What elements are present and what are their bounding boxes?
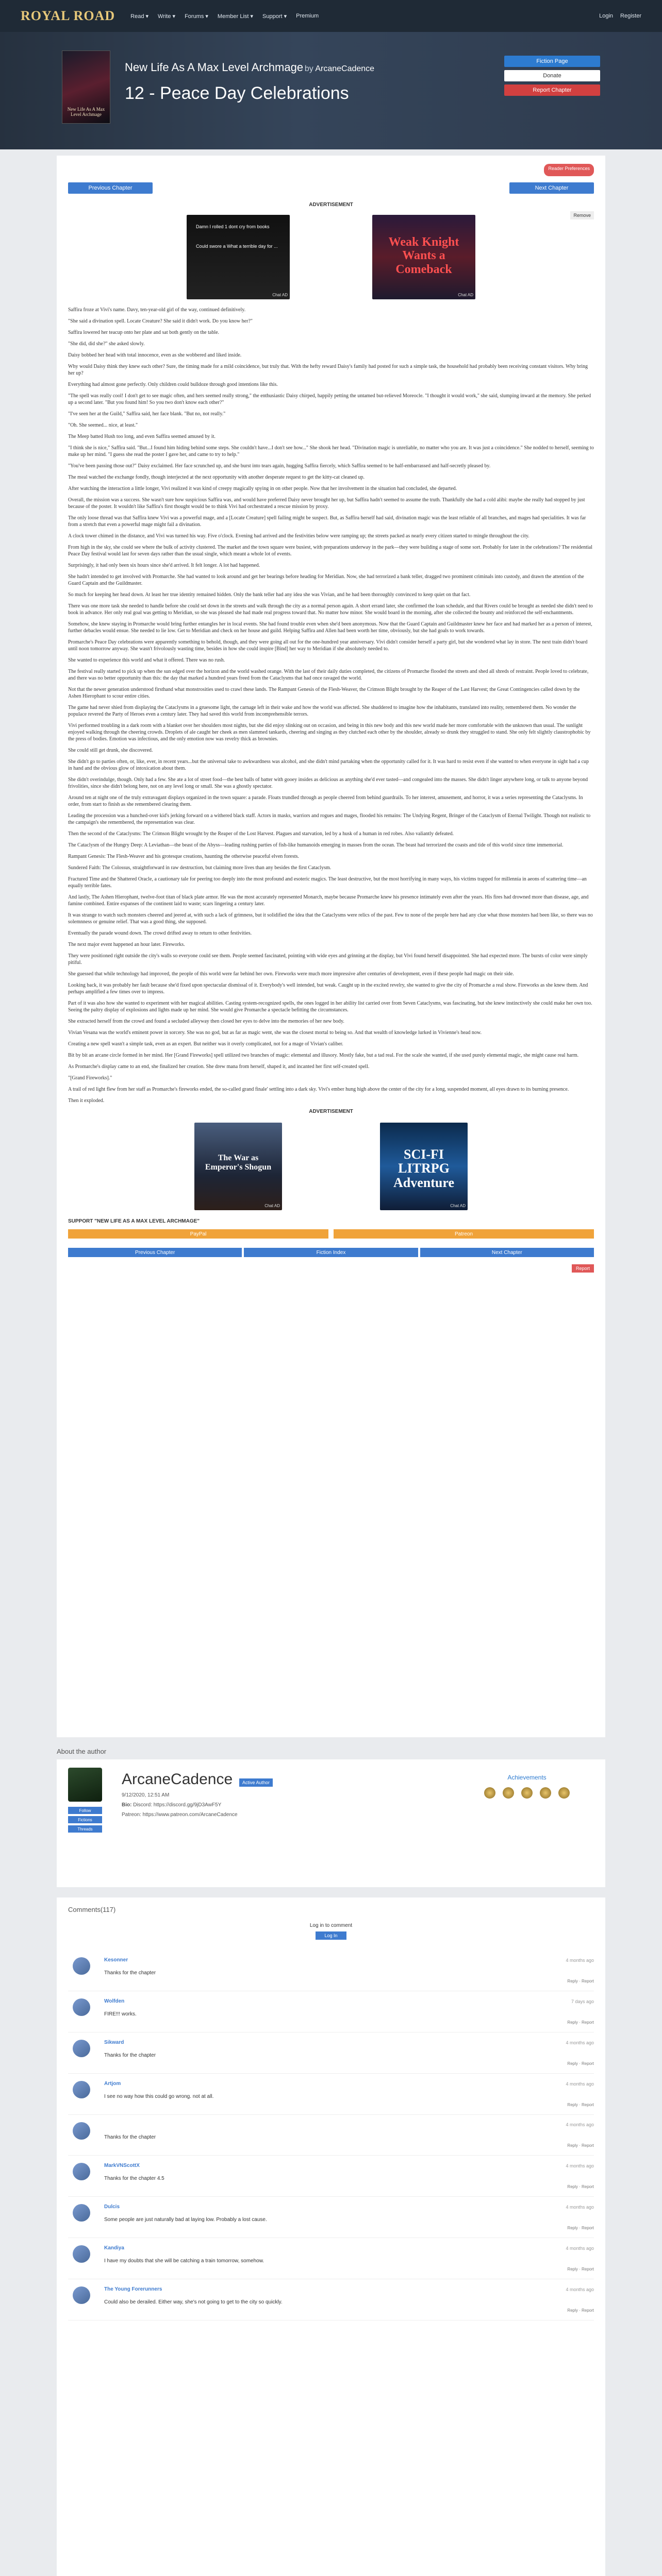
paypal-button[interactable]: PayPal — [68, 1229, 328, 1239]
top-navbar — [0, 0, 662, 32]
chapter-paragraph: Creating a new spell wasn't a simple task, even as an expert. But neither was it overly complicated, not for a mage of Vivian's caliber. — [68, 1041, 343, 1047]
chapter-paragraph: "You've been passing those out?" Daisy exclaimed. Her face scrunched up, and she burst into tears again, hugging Saffira fiercely, which Saffira seemed to be half-embarrassed and half-secretly pleased by. — [68, 463, 491, 469]
report-button[interactable]: Report — [572, 1264, 594, 1273]
cover-title: New Life As A Max Level Archmage — [67, 107, 105, 117]
comment-actions[interactable]: Reply · Report — [567, 2143, 594, 2148]
chapter-paragraph: The meal watched the exchange fondly, though interjected at the next opportunity with another desperate request to get the kitty-cat cleaned up. — [68, 474, 365, 480]
commenter-name[interactable]: Kesonner — [104, 1957, 128, 1963]
chapter-paragraph: Why would Daisy think they knew each other? Sure, the timing made for a mild coincidence, but truly that. With the hefty reward Daisy's family had posted for such a simple task, the household had probably been receiving constant visitors. Why bring her up? — [68, 364, 588, 376]
login-to-comment — [68, 1923, 594, 1940]
comment-actions[interactable]: Reply · Report — [567, 2308, 594, 2313]
previous-chapter-button[interactable]: Previous Chapter — [68, 182, 153, 194]
fiction-index-button[interactable]: Fiction Index — [244, 1248, 418, 1257]
chapter-paragraph: She wanted to experience this world and what it offered. There was no rush. — [68, 657, 225, 663]
chapter-paragraph: It was strange to watch such monsters cheered and jeered at, with such a lack of grimness, but it solidified the idea that the Cataclysms were relics of the past. Few to none of the people here had any clue what those monsters had been like, so there was no solemnness or genuine relief. That was a good thing, she supposed. — [68, 912, 593, 925]
chapter-paragraph: Saffira lowered her teacup onto her plate and sat both gently on the table. — [68, 330, 220, 335]
ad-row-bottom — [68, 1123, 594, 1210]
chapter-paragraph: Looking back, it was probably her fault because she'd fixed upon spectacular dismissal of it. Everybody's well intended, but weak. Caught up in the excited revelry, she wanted to give the city of Promarche a real show. Fireworks as she knew them. And perhaps amplified a few times over to impress. — [68, 982, 588, 995]
ad-banner-1[interactable] — [187, 215, 290, 299]
chapter-paragraph: She guessed that while technology had improved, the people of this world were far behind her own. Fireworks were much more impressive after centuries of development, even if these people had magic on their side. — [68, 971, 514, 977]
achievements-title: Achievements — [507, 1774, 547, 1781]
chapter-paragraph: They were positioned right outside the city's walls so everyone could see them. People seemed fascinated, pointing with wide eyes and grinning at the display, but Vivi found herself disappointed. She had expected more. The bursts of color were simply pitiful. — [68, 953, 588, 965]
comment-time: 4 months ago — [566, 2204, 594, 2210]
comment-item — [68, 2238, 594, 2279]
commenter-avatar[interactable] — [73, 2081, 90, 2098]
comment-time: 4 months ago — [566, 1957, 594, 1963]
commenter-avatar[interactable] — [73, 2122, 90, 2140]
comment-actions[interactable]: Reply · Report — [567, 2267, 594, 2272]
top-chapter-nav — [68, 182, 594, 194]
chapter-paragraph: "She did, did she?" she asked slowly. — [68, 341, 145, 347]
achievement-icon[interactable] — [521, 1787, 533, 1799]
chapter-paragraph: "The spell was really cool! I don't get to see magic often, and hers seemed really strong," the enthusiastic Daisy chirped, happily petting the untamed but-relieved Moreocle. "I thought it would work," she said, slumping inward at the memory. She perked up a second later. "But you found him! So you two don't know each other?" — [68, 393, 591, 405]
register-link[interactable]: Register — [620, 13, 641, 19]
chapter-paragraph: "She said a divination spell. Locate Creature? She said it didn't work. Do you know her?" — [68, 318, 253, 324]
ad-banner-2[interactable] — [372, 215, 475, 299]
nav-forums[interactable]: Forums ▾ — [185, 13, 208, 20]
fiction-author-link[interactable]: ArcaneCadence — [315, 64, 375, 73]
chapter-paragraph: She didn't go to parties often, or, like, ever, in recent years...but the universal take to awkwardness was alcohol, and she didn't mind partaking when the opportunity called for it. It was hard to resist even if she wanted to when everyone in sight had a cup in hand and the obvious glow of intoxication about them. — [68, 759, 589, 771]
author-fictions-button[interactable]: Fictions — [68, 1816, 102, 1823]
comment-text: Thanks for the chapter — [104, 2134, 156, 2140]
chapter-paragraph: Surprisingly, it had only been six hours since she'd arrived. It felt longer. A lot had happened. — [68, 563, 260, 568]
comment-actions[interactable]: Reply · Report — [567, 2020, 594, 2025]
chapter-paragraph: "I think she is nice," Saffira said. "But...I found him hiding behind some steps. She couldn't have...I don't see how..." She shook her head. "Divination magic is unreliable, no matter who you are. It was just a coincidence." She nodded to herself, seeming to make up her mind. "I guess she read the poster I gave her, and came to try to help." — [68, 445, 594, 457]
chapter-paragraph: Promarche's Peace Day celebrations were apparently something to behold, though, and they were going all out for the one-hundred year anniversary. Vivi didn't consider herself a party girl, but she wondered what lay in store. The next train didn't board until noon tomorrow anyway. She wasn't frivolously wasting time, besides in how she could inspire [Bind] her way to Meridian if she absolutely needed to. — [68, 639, 588, 652]
achievement-icon[interactable] — [558, 1787, 570, 1799]
nav-member-list[interactable]: Member List ▾ — [217, 13, 254, 20]
comment-actions[interactable]: Reply · Report — [567, 2061, 594, 2066]
comment-actions[interactable]: Reply · Report — [567, 2184, 594, 2189]
comment-time: 4 months ago — [566, 2286, 594, 2292]
previous-chapter-button[interactable]: Previous Chapter — [68, 1248, 242, 1257]
chapter-paragraph: Rampant Genesis: The Flesh-Weaver and his grotesque creations, haunting the otherwise peaceful elven forests. — [68, 854, 300, 859]
chapter-paragraph: There was one more task she needed to handle before she could set down in the streets and walk through the city as a normal person again. A short errand later, she confirmed the loan schedule, and that Rivers could be brought as needed she didn't need to book in advance. Her only real goal was getting to Meridian, so she was pleased she had made real progress toward that. No matter how minor. She would board in the morning, after she collected the bounty and reinforced the self-enchantments. — [68, 603, 593, 616]
nav-support[interactable]: Support ▾ — [262, 13, 287, 20]
comments-portlet — [57, 1897, 605, 2576]
commenter-avatar[interactable] — [73, 2245, 90, 2263]
chapter-header — [0, 32, 662, 149]
commenter-avatar[interactable] — [73, 1957, 90, 1975]
commenter-name[interactable]: Dulcis — [104, 2204, 120, 2210]
ad-tag: Chat AD — [450, 1204, 466, 1208]
commenter-avatar[interactable] — [73, 2286, 90, 2304]
comment-item — [68, 2115, 594, 2156]
comment-text: Some people are just naturally bad at laying low. Probably a lost cause. — [104, 2217, 267, 2223]
nav-premium[interactable]: Premium — [296, 13, 319, 19]
chapter-paragraph: And lastly, The Ashen Hierophant, twelve-foot titan of black plate armor. He was the most accurately represented Monarch, maybe because Promarche knew his presence intimately even after the years. His fires had drowned more than disease, age, and famine combined. Entire expanses of the continent laid to waste; scars lingering a century later. — [68, 894, 589, 907]
ad-tag: Chat AD — [458, 293, 473, 297]
support-title: SUPPORT "NEW LIFE AS A MAX LEVEL ARCHMAGE" — [68, 1218, 200, 1224]
comment-actions[interactable]: Reply · Report — [567, 2226, 594, 2230]
chapter-paragraph: Bit by bit an arcane circle formed in her mind. Her [Grand Fireworks] spell utilized two branches of magic: elemental and illusory. Mostly fake, but a tad real. For the scale she wanted, if she used purely elemental magic, she might cause real harm. — [68, 1053, 579, 1058]
chapter-paragraph: Leading the procession was a hunched-over kid's jerking forward on a withered black staff. Actors in masks, warriors and rogues and mages, flooded his remains: The Undying Regent, Bringer of the Cataclysm of Eternal Twilight. Though not realistic to the campaign's she remembered, the representation was clear. — [68, 813, 591, 825]
achievements-panel — [460, 1768, 594, 1879]
patreon-button[interactable]: Patreon — [334, 1229, 594, 1239]
main-nav — [130, 13, 599, 20]
site-logo[interactable]: ROYAL ROAD — [21, 8, 115, 23]
commenter-name[interactable]: The Young Forerunners — [104, 2286, 162, 2292]
achievement-icon[interactable] — [503, 1787, 514, 1799]
comment-item — [68, 2156, 594, 2197]
advertisement-label: ADVERTISEMENT — [309, 1109, 353, 1114]
comment-text: Could also be derailed. Either way, she's not going to get to the city so quickly. — [104, 2299, 283, 2305]
report-chapter-button[interactable]: Report Chapter — [504, 84, 600, 96]
chapter-portlet — [57, 156, 605, 1737]
next-chapter-button[interactable]: Next Chapter — [420, 1248, 594, 1257]
chapter-paragraph: So much for keeping her head down. At least her true identity remained hidden. Only the bank teller had any idea she was Vivian, and he had been thoroughly convinced to keep quiet on that fact. — [68, 592, 471, 598]
chapter-paragraph: A trail of red light flew from her staff as Promarche's fireworks ended, the so-called grand finale' settling into a dark sky. Vivi's ember hung high above the center of the city for a long, suspended moment, all eyes drawn to its burning presence. — [68, 1087, 569, 1092]
ad-text-2: Could swore a What a terrible day for ... — [196, 244, 278, 249]
comment-time: 4 months ago — [566, 2163, 594, 2168]
next-chapter-button[interactable]: Next Chapter — [509, 182, 594, 194]
ad-headline: SCI-FI LITRPG Adventure — [393, 1147, 454, 1190]
chapter-paragraph: She hadn't intended to get involved with Promarche. She had wanted to look around and get her bearings before heading for Meridian. Now, she had terrorized a bank teller, dragged two prominent criminals into custody, and drawn the attention of the Guard Captain and the Guildmaster. — [68, 574, 584, 586]
advertisement-label: ADVERTISEMENT — [309, 202, 353, 208]
chapter-paragraph: The only loose thread was that Saffira knew Vivi was a powerful mage, and a [Locate Creature] spell failing might be suspect. But, as Saffira herself had said, divination magic was the least reliable of all branches, and mages had specialities. It was far from a stretch that even a powerful mage might fail a divination. — [68, 515, 586, 528]
login-prompt: Log in to comment — [309, 1923, 353, 1928]
chapter-paragraph: She could still get drunk, she discovered. — [68, 748, 153, 753]
author-avatar[interactable] — [68, 1768, 102, 1802]
donate-button[interactable]: Donate — [504, 70, 600, 81]
remove-ads-button[interactable]: Remove — [570, 211, 594, 219]
chapter-paragraph: Saffira froze at Vivi's name. Davy, ten-year-old girl of the way, continued definitively. — [68, 307, 246, 313]
comment-time: 4 months ago — [566, 2122, 594, 2127]
comment-time: 4 months ago — [566, 2081, 594, 2087]
support-buttons — [68, 1229, 594, 1239]
chapter-paragraph: Sundered Faith: The Colossus, straightforward in raw destruction, but claiming more lives than any besides the first Cataclysm. — [68, 865, 332, 871]
comment-actions[interactable]: Reply · Report — [567, 2103, 594, 2107]
chapter-paragraph: She extracted herself from the crowd and found a secluded alleyway then closed her eyes to delve into the memories of her new body. — [68, 1019, 344, 1024]
chapter-paragraph: A clock tower chimed in the distance, and Vivi was turned his way. Five o'clock. Evening had arrived and the festivities below were ramping up; the streets packed as nearly every citizen started to mingle throughout the city. — [68, 533, 529, 539]
reader-preferences-button[interactable]: Reader Preferences — [544, 164, 594, 176]
chapter-paragraph: The Cataclysm of the Hungry Deep: A Leviathan—the beast of the Abyss—leading rushing parties of fish-like humanoids emerging in masses from the ocean. The beast had terrorized the coasts and tide of this world since time immemorial. — [68, 842, 564, 848]
chapter-paragraph: "I've seen her at the Guild," Saffira said, her face blank. "But no, not really." — [68, 411, 226, 417]
author-patreon[interactable]: Patreon: https://www.patreon.com/ArcaneCadence — [122, 1812, 238, 1818]
chapter-paragraph: She didn't overindulge, though. Only had a few. She ate a lot of street food—the best balls of batter with gooey insides as delicious as anything she'd ever tasted—and congealed into the masses. She didn't linger anywhere long, or talk to anyone beyond frivolities, since she didn't belong here, not on any level long or small. She was a ghostly spectator. — [68, 777, 588, 789]
comment-time: 4 months ago — [566, 2245, 594, 2251]
chapter-paragraph: Somehow, she knew staying in Promarche would bring further entangles her in local events. She had found trouble even when she'd been anonymous. Now that the Guard Captain and Guildmaster knew her face and had marked her as a person of interest, further debacles would ensue. She needed to lie low. Get to Meridian and check on her house and guild. Helping Saffira and Allen had been worth her time, obviously, but she had goals to work towards. — [68, 621, 592, 634]
author-joined: 9/12/2020, 12:51 AM — [122, 1792, 170, 1798]
commenter-name[interactable]: Kandiya — [104, 2245, 124, 2251]
chapter-paragraph: The game had never shied from displaying the Cataclysms in a gruesome light, the carnage left in their wake and how the world was affected. She shuddered to imagine how the inhabitants, translated into reality, remembered them. No wonder the populace revered the Party of Heroes even a century later. They had saved this world from incomprehensible terrors. — [68, 705, 576, 717]
ad-tag: Chat AD — [264, 1204, 280, 1208]
chapter-paragraph: Around ten at night one of the truly extravagant displays organized in the town square: a parade. Floats trundled through as people cheered from behind guardrails. To her interest, amusement, and horror, it was a series representing the Cataclysms. In order, from start to finish as she remembered clearing them. — [68, 795, 583, 807]
chapter-paragraph: As Promarche's display came to an end, she finalized her creation. She drew mana from herself, shaped it, and incanted her first self-created spell. — [68, 1064, 370, 1070]
chapter-header-text — [125, 50, 504, 149]
commenter-name[interactable]: Wolfden — [104, 1998, 125, 2004]
commenter-avatar[interactable] — [73, 2040, 90, 2057]
comment-text: Thanks for the chapter 4.5 — [104, 2176, 164, 2181]
ad-banner-3[interactable] — [194, 1123, 282, 1210]
bio-label: Bio: — [122, 1802, 132, 1808]
ad-banner-4[interactable] — [380, 1123, 468, 1210]
chapter-paragraph: From high in the sky, she could see where the bulk of activity clustered. The market and the town square were busiest, with preparations underway in the park—they were building a stage of some sort. Probably for later in the celebrations? The residential Peace Day festival would last for seven days rather than the usual single, which meant a whole lot of events. — [68, 545, 593, 557]
chapter-paragraph: Everything had almost gone perfectly. Only children could bulldoze through good intentions like this. — [68, 382, 278, 387]
chapter-paragraph: After watching the interaction a little longer, Vivi realized it was kind of creepy magically spying in on other people. Now that her involvement in the situation had concluded, she departed. — [68, 486, 457, 492]
chapter-paragraph: Vivi performed troubling in a dark room with a blanket over her shoulders most nights, but she did enjoy slinking out on occasion, and being in this new body and this new world made her more comfortable with the unknown than usual. The sunlight enjoyed walking through the cheering crowds. Droplets of ale caught her cheek as men slammed tankards, cheering and singing as they clutched each other by the shoulder, already so drunk they struggled to stand. She only felt slightly claustrophobic by the press of bodies. Emotion was infectious, and the only emotion now was revelry thick as brownies. — [68, 723, 591, 742]
comment-list — [68, 1950, 594, 2320]
active-author-badge: Active Author — [239, 1778, 273, 1787]
chapter-paragraph: "[Grand Fireworks]." — [68, 1075, 112, 1081]
author-name[interactable]: ArcaneCadence — [122, 1771, 233, 1788]
ad-tag: Chat AD — [272, 293, 288, 297]
chapter-paragraph: Then the second of the Cataclysms: The Crimson Blight wrought by the Reaper of the Lost Harvest. Plagues and starvation, led by a husk of a human in red robes. Also valiantly defeated. — [68, 831, 454, 837]
comment-item — [68, 2074, 594, 2115]
author-threads-button[interactable]: Threads — [68, 1825, 102, 1833]
comment-text: FIRE!!! works. — [104, 2011, 137, 2017]
chapter-paragraph: Eventually the parade wound down. The crowd drifted away to return to other festivities. — [68, 930, 252, 936]
auth-links — [599, 13, 641, 19]
ad-headline: Weak Knight Wants a Comeback — [388, 235, 459, 276]
chapter-paragraph: The festival really started to pick up when the sun edged over the horizon and the world washed orange. With the last of their daily duties completed, the citizens of Promarche flooded the streets and shed all shreds of restraint. People loved to celebrate, and there was no better opportunity than this: the day that marked a hundred years freed from the Cataclysms that had once ravaged the world. — [68, 669, 589, 681]
ad-row-top — [68, 215, 594, 299]
comment-text: Thanks for the chapter — [104, 2053, 156, 2058]
chapter-paragraph: Part of it was also how she wanted to experiment with her magical abilities. Casting system-recognized spells, the ones logged in her ability list carried over from Seven Cataclysms, was fascinating, but she knew instinctively she could make her own too. Seeing the paltry display of explosions and lights made up her mind. She would give Promarche a spectacle befitting the circumstances. — [68, 1001, 592, 1013]
ad-headline: The War as Emperor's Shogun — [205, 1154, 272, 1172]
achievement-icon[interactable] — [540, 1787, 551, 1799]
comment-item — [68, 1950, 594, 1991]
chapter-paragraph: Daisy bobbed her head with total innocence, even as she wobbered and liked inside. — [68, 352, 242, 358]
login-link[interactable]: Login — [599, 13, 614, 19]
chapter-content — [68, 307, 594, 1104]
comment-time: 7 days ago — [571, 1998, 594, 2004]
chapter-paragraph: Fractured Time and the Shattered Oracle, a cautionary tale for peering too deeply into the most profound and esoteric magics. The least destructive, but the most horrifying in many ways, his victims trapped for millennia in aeons of scattering time—an equally terrible fates. — [68, 876, 587, 889]
bottom-chapter-nav — [68, 1248, 594, 1257]
comment-text: Thanks for the chapter — [104, 1970, 156, 1976]
chapter-paragraph: Overall, the mission was a success. She wasn't sure how suspicious Saffira was, and would have preferred Daisy never brought her up, but Saffira hadn't seemed to assume the truth. Thankfully she had a cold alibi: maybe she really had stopped by just because of the poster. It wouldn't like Saffira's first thought would be to think Vivi had orchestrated a rescue mission by proxy. — [68, 497, 585, 510]
commenter-avatar[interactable] — [73, 2204, 90, 2222]
commenter-avatar[interactable] — [73, 1998, 90, 2016]
chapter-paragraph: Vivian Vesana was the world's eminent power in sorcery. She was no god, but as far as magic went, she was the closest mortal to being so. And that wealth of knowledge lurked in Vivienne's head now. — [68, 1030, 482, 1036]
chapter-paragraph: "Oh. She seemed... nice, at least." — [68, 422, 138, 428]
ad-text-1: Damn I rolled 1 dont cry from books — [196, 224, 270, 229]
fiction-page-button[interactable]: Fiction Page — [504, 56, 600, 67]
nav-write[interactable]: Write ▾ — [158, 13, 176, 20]
author-bio[interactable]: Discord: https://discord.gg/9jD3AwF5Y — [133, 1802, 222, 1808]
comment-item — [68, 2032, 594, 2074]
nav-read[interactable]: Read ▾ — [130, 13, 149, 20]
author-follow-button[interactable]: Follow — [68, 1807, 102, 1814]
comments-title: Comments(117) — [68, 1906, 116, 1913]
achievement-icon[interactable] — [484, 1787, 495, 1799]
comment-text: I see no way how this could go wrong. not at all. — [104, 2094, 214, 2099]
chapter-paragraph: Not that the newer generation understood firsthand what monstrosities used to crawl these lands. The Rampant Genesis of the Flesh-Weaver, the Crimson Blight brought by the Reaper of the Last Harvest; the Great Contingencies called down by the Ashen Hierophant to scour entire cities. — [68, 687, 580, 699]
fiction-cover-image[interactable] — [62, 50, 110, 124]
by-label: by — [304, 64, 316, 73]
chapter-title: 12 - Peace Day Celebrations — [125, 83, 349, 103]
comment-item — [68, 1991, 594, 2032]
comment-time: 4 months ago — [566, 2040, 594, 2045]
chapter-paragraph: The Meep batted Hush too long, and even Saffira seemed amused by it. — [68, 434, 216, 439]
comment-text: I have my doubts that she will be catching a train tomorrow, somehow. — [104, 2258, 264, 2264]
comment-item — [68, 2279, 594, 2320]
commenter-avatar[interactable] — [73, 2163, 90, 2180]
author-portlet — [57, 1759, 605, 1887]
chapter-actions — [504, 50, 600, 149]
fiction-title[interactable]: New Life As A Max Level Archmage — [125, 61, 304, 74]
comment-item — [68, 2197, 594, 2238]
commenter-name[interactable]: Sikward — [104, 2040, 124, 2045]
comment-actions[interactable]: Reply · Report — [567, 1979, 594, 1984]
comment-login-button[interactable]: Log In — [316, 1931, 346, 1940]
commenter-name[interactable]: Artjom — [104, 2081, 121, 2087]
chapter-paragraph: Then it exploded. — [68, 1098, 105, 1104]
commenter-name[interactable]: MarkVNScottX — [104, 2163, 140, 2168]
about-author-title: About the author — [57, 1748, 107, 1755]
chapter-paragraph: The next major event happened an hour later. Fireworks. — [68, 942, 185, 947]
